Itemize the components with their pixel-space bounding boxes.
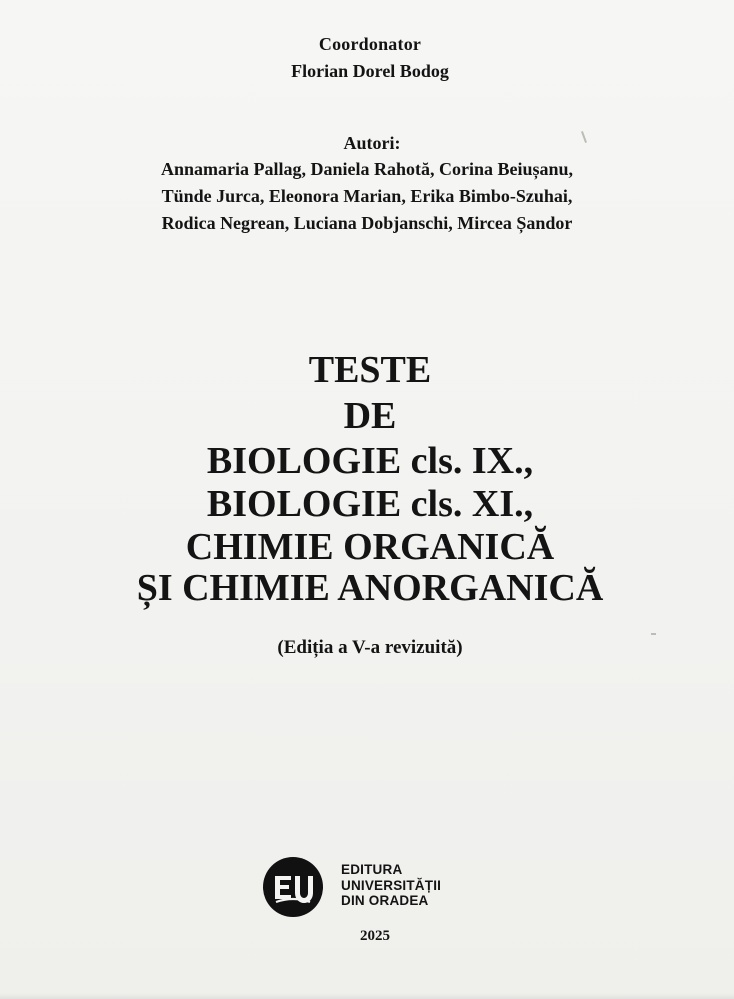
book-title-line: CHIMIE ORGANICĂ [185, 526, 555, 568]
authors-line: Tünde Jurca, Eleonora Marian, Erika Bimbo-Szuhai, [161, 186, 573, 206]
coordinator-label: Coordonator [318, 34, 422, 54]
publisher-name-line: UNIVERSITĂȚII [341, 877, 442, 893]
book-title-line: BIOLOGIE cls. IX., [206, 440, 534, 482]
book-title-line: DE [343, 395, 397, 437]
authors-label: Autori: [343, 133, 401, 153]
coordinator-name: Florian Dorel Bodog [291, 61, 449, 81]
publisher-logo-icon [262, 856, 324, 918]
page-edge-shadow [0, 993, 734, 999]
authors-line: Rodica Negrean, Luciana Dobjanschi, Mircea Șandor [161, 213, 573, 233]
authors-line: Annamaria Pallag, Daniela Rahotă, Corina Beiușanu, [160, 159, 574, 179]
publisher-block [262, 856, 482, 920]
publisher-name-line: DIN ORADEA [341, 893, 429, 908]
book-title-line: ȘI CHIMIE ANORGANICĂ [136, 567, 604, 609]
paper-mark [651, 633, 656, 635]
book-title-line: BIOLOGIE cls. XI., [206, 483, 534, 525]
edition-note: (Ediția a V-a revizuită) [277, 637, 463, 658]
publisher-name [341, 862, 441, 909]
publication-year: 2025 [360, 928, 390, 944]
publisher-name-line: EDITURA [341, 862, 403, 877]
book-title-line: TESTE [308, 349, 432, 391]
